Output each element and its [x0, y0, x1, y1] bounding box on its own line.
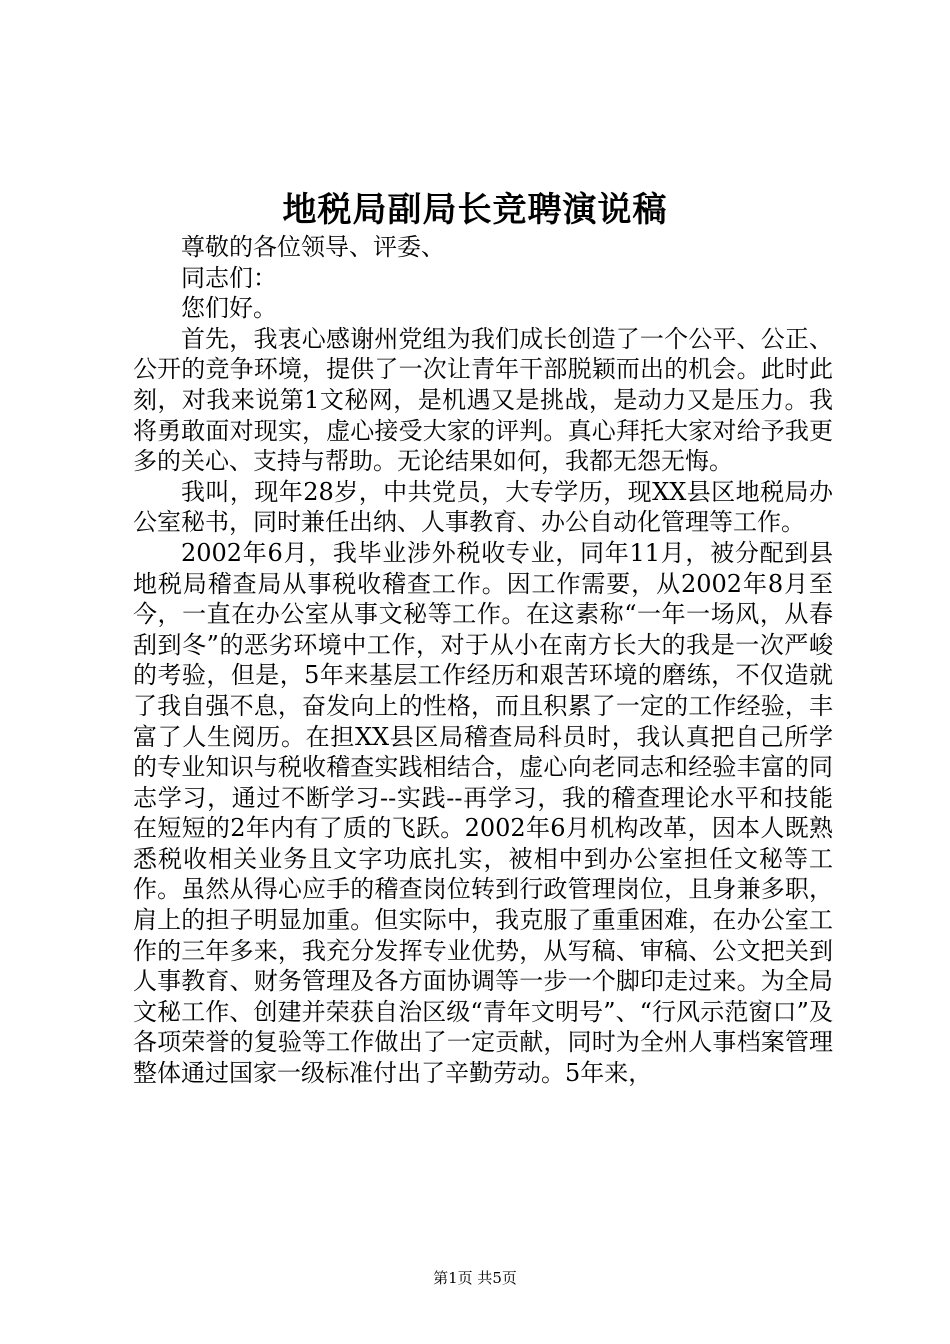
body-paragraph: 2002年6月，我毕业涉外税收专业，同年11月，被分配到县地税局稽查局从事税收稽查工作。因工作需要，从2002年8月至今，一直在办公室从事文秘等工作。在这素称“一年一场风，从春刮到冬”的恶劣环境中工作，对于从小在南方长大的我是一次严峻的考验，但是，5年来基层工作经历和艰苦环境的磨练，不仅造就了我自强不息，奋发向上的性格，而且积累了一定的工作经验，丰富了人生阅历。在担XX县区局稽查局科员时，我认真把自己所学的专业知识与税收稽查实践相结合，虚心向老同志和经验丰富的同志学习，通过不断学习--实践--再学习，我的稽查理论水平和技能在短短的2年内有了质的飞跃。2002年6月机构改革，因本人既熟悉税收相关业务且文字功底扎实，被相中到办公室担任文秘等工作。虽然从得心应手的稽查岗位转到行政管理岗位，且身兼多职，肩上的担子明显加重。但实际中，我克服了重重困难，在办公室工作的三年多来，我充分发挥专业优势，从写稿、审稿、公文把关到人事教育、财务管理及各方面协调等一步一个脚印走过来。为全局文秘工作、创建并荣获自治区级“青年文明号”、“行风示范窗口”及各项荣誉的复验等工作做出了一定贡献，同时为全州人事档案管理整体通过国家一级标准付出了辛勤劳动。5年来，	[133, 538, 833, 1088]
body-paragraph: 我叫，现年28岁，中共党员，大专学历，现XX县区地税局办公室秘书，同时兼任出纳、人事教育、办公自动化管理等工作。	[133, 477, 833, 537]
document-title: 地税局副局长竞聘演说稿	[282, 190, 668, 230]
salutation-line: 尊敬的各位领导、评委、	[181, 233, 445, 261]
page-number-footer: 第1页 共5页	[433, 1269, 517, 1287]
greeting-line: 您们好。	[181, 294, 277, 323]
document-body	[133, 232, 833, 1089]
salutation-line: 同志们：	[181, 263, 277, 292]
body-paragraph: 首先，我衷心感谢州党组为我们成长创造了一个公平、公正、公开的竞争环境，提供了一次让青年干部脱颖而出的机会。此时此刻，对我来说第1文秘网，是机遇又是挑战，是动力又是压力。我将勇敢面对现实，虚心接受大家的评判。真心拜托大家对给予我更多的关心、支持与帮助。无论结果如何，我都无怨无悔。	[133, 324, 833, 476]
